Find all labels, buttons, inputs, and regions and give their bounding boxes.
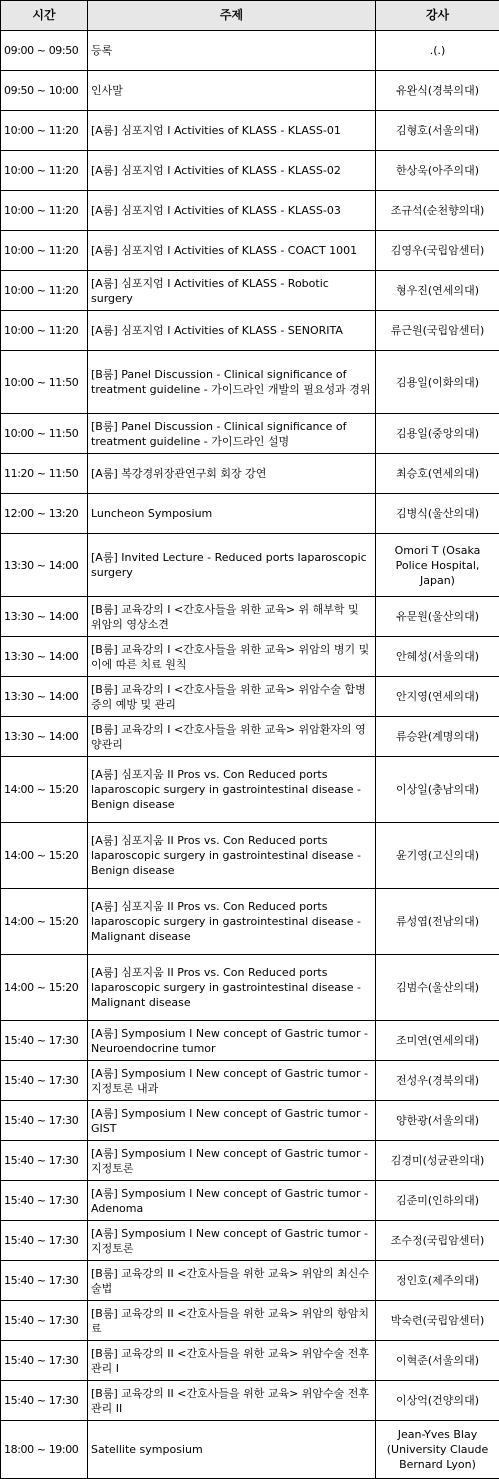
table-row — [1, 1341, 499, 1381]
table-row — [1, 889, 499, 955]
time-cell: 15:40 ~ 17:30 — [1, 1181, 88, 1221]
topic-cell: [A룸] 심포지엄 I Activities of KLASS - KLASS-02 — [88, 151, 376, 191]
speaker-cell: .(.) — [376, 31, 499, 71]
speaker-cell: 박숙련(국립암센터) — [376, 1301, 499, 1341]
topic-cell: [A룸] Symposium I New concept of Gastric tumor - GIST — [88, 1101, 376, 1141]
time-cell: 10:00 ~ 11:20 — [1, 271, 88, 311]
topic-cell: 등록 — [88, 31, 376, 71]
table-row — [1, 1181, 499, 1221]
speaker-cell: 최승호(연세의대) — [376, 454, 499, 494]
topic-cell: [A룸] Symposium I New concept of Gastric tumor - 지정토론 내과 — [88, 1061, 376, 1101]
speaker-cell: 김영우(국립암센터) — [376, 231, 499, 271]
topic-cell: [A룸] Symposium I New concept of Gastric tumor - 지정토론 — [88, 1141, 376, 1181]
time-cell: 14:00 ~ 15:20 — [1, 955, 88, 1021]
time-cell: 10:00 ~ 11:50 — [1, 414, 88, 454]
time-cell: 09:00 ~ 09:50 — [1, 31, 88, 71]
table-row — [1, 1061, 499, 1101]
topic-cell: [B룸] 교육강의 II <간호사들을 위한 교육> 위암수술 전후 관리 II — [88, 1381, 376, 1421]
table-row — [1, 311, 499, 351]
topic-cell: [A룸] 심포지움 II Pros vs. Con Reduced ports laparoscopic surgery in gastrointestinal disease - Malignant disease — [88, 955, 376, 1021]
speaker-cell: 류근원(국립암센터) — [376, 311, 499, 351]
table-row — [1, 1261, 499, 1301]
table-row — [1, 151, 499, 191]
table-row — [1, 677, 499, 717]
time-cell: 15:40 ~ 17:30 — [1, 1261, 88, 1301]
topic-cell: [A룸] 심포지엄 I Activities of KLASS - KLASS-01 — [88, 111, 376, 151]
speaker-cell: 한상욱(아주의대) — [376, 151, 499, 191]
speaker-column-header: 강사 — [376, 1, 499, 31]
speaker-cell: Omori T (Osaka Police Hospital, Japan) — [376, 534, 499, 597]
topic-cell: [B룸] 교육강의 II <간호사들을 위한 교육> 위암의 항암치료 — [88, 1301, 376, 1341]
time-cell: 14:00 ~ 15:20 — [1, 757, 88, 823]
table-row — [1, 414, 499, 454]
time-cell: 10:00 ~ 11:20 — [1, 231, 88, 271]
table-row — [1, 534, 499, 597]
topic-cell: [B룸] 교육강의 I <간호사들을 위한 교육> 위암환자의 영양관리 — [88, 717, 376, 757]
time-cell: 10:00 ~ 11:20 — [1, 111, 88, 151]
table-row — [1, 757, 499, 823]
table-row — [1, 597, 499, 637]
speaker-cell: 조규석(순천향의대) — [376, 191, 499, 231]
table-row — [1, 1421, 499, 1479]
topic-cell: Luncheon Symposium — [88, 494, 376, 534]
speaker-cell: 김용일(이화의대) — [376, 351, 499, 414]
table-row — [1, 454, 499, 494]
speaker-cell: 김경미(성균관의대) — [376, 1141, 499, 1181]
speaker-cell: 윤기영(고신의대) — [376, 823, 499, 889]
table-row — [1, 823, 499, 889]
topic-cell: [B룸] 교육강의 II <간호사들을 위한 교육> 위암수술 전후 관리 I — [88, 1341, 376, 1381]
time-cell: 13:30 ~ 14:00 — [1, 677, 88, 717]
speaker-cell: 안지영(연세의대) — [376, 677, 499, 717]
time-cell: 12:00 ~ 13:20 — [1, 494, 88, 534]
topic-cell: [A룸] 심포지움 II Pros vs. Con Reduced ports laparoscopic surgery in gastrointestinal disease - Benign disease — [88, 757, 376, 823]
time-cell: 11:20 ~ 11:50 — [1, 454, 88, 494]
table-row — [1, 1381, 499, 1421]
speaker-cell: Jean-Yves Blay (University Claude Bernard Lyon) — [376, 1421, 499, 1479]
table-row — [1, 271, 499, 311]
topic-cell: [B룸] 교육강의 I <간호사들을 위한 교육> 위암의 병기 및 이에 따른 치료 원칙 — [88, 637, 376, 677]
time-cell: 14:00 ~ 15:20 — [1, 823, 88, 889]
time-cell: 13:30 ~ 14:00 — [1, 534, 88, 597]
table-row — [1, 1301, 499, 1341]
speaker-cell: 류성엽(전남의대) — [376, 889, 499, 955]
topic-cell: [B룸] Panel Discussion - Clinical significance of treatment guideline - 가이드라인 개발의 필요성과 경위 — [88, 351, 376, 414]
table-row — [1, 1021, 499, 1061]
time-cell: 18:00 ~ 19:00 — [1, 1421, 88, 1479]
time-cell: 15:40 ~ 17:30 — [1, 1061, 88, 1101]
speaker-cell: 형우진(연세의대) — [376, 271, 499, 311]
speaker-cell: 전성우(경북의대) — [376, 1061, 499, 1101]
table-row — [1, 111, 499, 151]
speaker-cell: 양한광(서울의대) — [376, 1101, 499, 1141]
time-cell: 15:40 ~ 17:30 — [1, 1221, 88, 1261]
time-cell: 15:40 ~ 17:30 — [1, 1301, 88, 1341]
topic-cell: [A룸] 심포지엄 I Activities of KLASS - Robotic surgery — [88, 271, 376, 311]
time-cell: 15:40 ~ 17:30 — [1, 1021, 88, 1061]
time-cell: 15:40 ~ 17:30 — [1, 1141, 88, 1181]
topic-cell: [A룸] Symposium I New concept of Gastric tumor - 지정토론 — [88, 1221, 376, 1261]
time-cell: 10:00 ~ 11:20 — [1, 311, 88, 351]
topic-cell: Satellite symposium — [88, 1421, 376, 1479]
topic-cell: [A룸] 심포지움 II Pros vs. Con Reduced ports laparoscopic surgery in gastrointestinal disease - Malignant disease — [88, 889, 376, 955]
topic-cell: [A룸] 심포지움 II Pros vs. Con Reduced ports laparoscopic surgery in gastrointestinal disease - Benign disease — [88, 823, 376, 889]
topic-cell: [B룸] 교육강의 II <간호사들을 위한 교육> 위암의 최신수술법 — [88, 1261, 376, 1301]
topic-cell: [A룸] 심포지엄 I Activities of KLASS - COACT 1001 — [88, 231, 376, 271]
speaker-cell: 유완식(경북의대) — [376, 71, 499, 111]
speaker-cell: 조수정(국립암센터) — [376, 1221, 499, 1261]
speaker-cell: 유문원(울산의대) — [376, 597, 499, 637]
speaker-cell: 안혜성(서울의대) — [376, 637, 499, 677]
time-cell: 10:00 ~ 11:50 — [1, 351, 88, 414]
speaker-cell: 김형호(서울의대) — [376, 111, 499, 151]
speaker-cell: 이혁준(서울의대) — [376, 1341, 499, 1381]
topic-cell: [A룸] 심포지엄 I Activities of KLASS - KLASS-03 — [88, 191, 376, 231]
topic-cell: [A룸] 복강경위장관연구회 회장 강연 — [88, 454, 376, 494]
time-cell: 10:00 ~ 11:20 — [1, 191, 88, 231]
speaker-cell: 김용일(중앙의대) — [376, 414, 499, 454]
table-row — [1, 1141, 499, 1181]
topic-cell: 인사말 — [88, 71, 376, 111]
time-cell: 10:00 ~ 11:20 — [1, 151, 88, 191]
topic-column-header: 주제 — [88, 1, 376, 31]
time-cell: 13:30 ~ 14:00 — [1, 637, 88, 677]
time-cell: 15:40 ~ 17:30 — [1, 1381, 88, 1421]
table-row — [1, 1101, 499, 1141]
time-column-header: 시간 — [1, 1, 88, 31]
table-row — [1, 231, 499, 271]
speaker-cell: 김병식(울산의대) — [376, 494, 499, 534]
time-cell: 14:00 ~ 15:20 — [1, 889, 88, 955]
time-cell: 13:30 ~ 14:00 — [1, 597, 88, 637]
topic-cell: [A룸] 심포지엄 I Activities of KLASS - SENORITA — [88, 311, 376, 351]
speaker-cell: 류승완(계명의대) — [376, 717, 499, 757]
speaker-cell: 정인호(제주의대) — [376, 1261, 499, 1301]
table-row — [1, 191, 499, 231]
speaker-cell: 이상일(충남의대) — [376, 757, 499, 823]
table-row — [1, 351, 499, 414]
topic-cell: [A룸] Invited Lecture - Reduced ports laparoscopic surgery — [88, 534, 376, 597]
table-row — [1, 955, 499, 1021]
table-row — [1, 637, 499, 677]
speaker-cell: 김범수(울산의대) — [376, 955, 499, 1021]
topic-cell: [A룸] Symposium I New concept of Gastric tumor - Adenoma — [88, 1181, 376, 1221]
topic-cell: [B룸] 교육강의 I <간호사들을 위한 교육> 위암수술 합병증의 예방 및 관리 — [88, 677, 376, 717]
speaker-cell: 조미연(연세의대) — [376, 1021, 499, 1061]
schedule-body — [1, 31, 499, 1479]
time-cell: 15:40 ~ 17:30 — [1, 1101, 88, 1141]
topic-cell: [B룸] Panel Discussion - Clinical significance of treatment guideline - 가이드라인 설명 — [88, 414, 376, 454]
time-cell: 09:50 ~ 10:00 — [1, 71, 88, 111]
table-row — [1, 494, 499, 534]
table-row — [1, 1221, 499, 1261]
table-row — [1, 717, 499, 757]
time-cell: 13:30 ~ 14:00 — [1, 717, 88, 757]
topic-cell: [B룸] 교육강의 I <간호사들을 위한 교육> 위 해부학 및 위암의 영상소견 — [88, 597, 376, 637]
speaker-cell: 김준미(인하의대) — [376, 1181, 499, 1221]
header-row — [1, 1, 499, 31]
topic-cell: [A룸] Symposium I New concept of Gastric tumor - Neuroendocrine tumor — [88, 1021, 376, 1061]
speaker-cell: 이상억(건양의대) — [376, 1381, 499, 1421]
table-row — [1, 31, 499, 71]
time-cell: 15:40 ~ 17:30 — [1, 1341, 88, 1381]
table-row — [1, 71, 499, 111]
